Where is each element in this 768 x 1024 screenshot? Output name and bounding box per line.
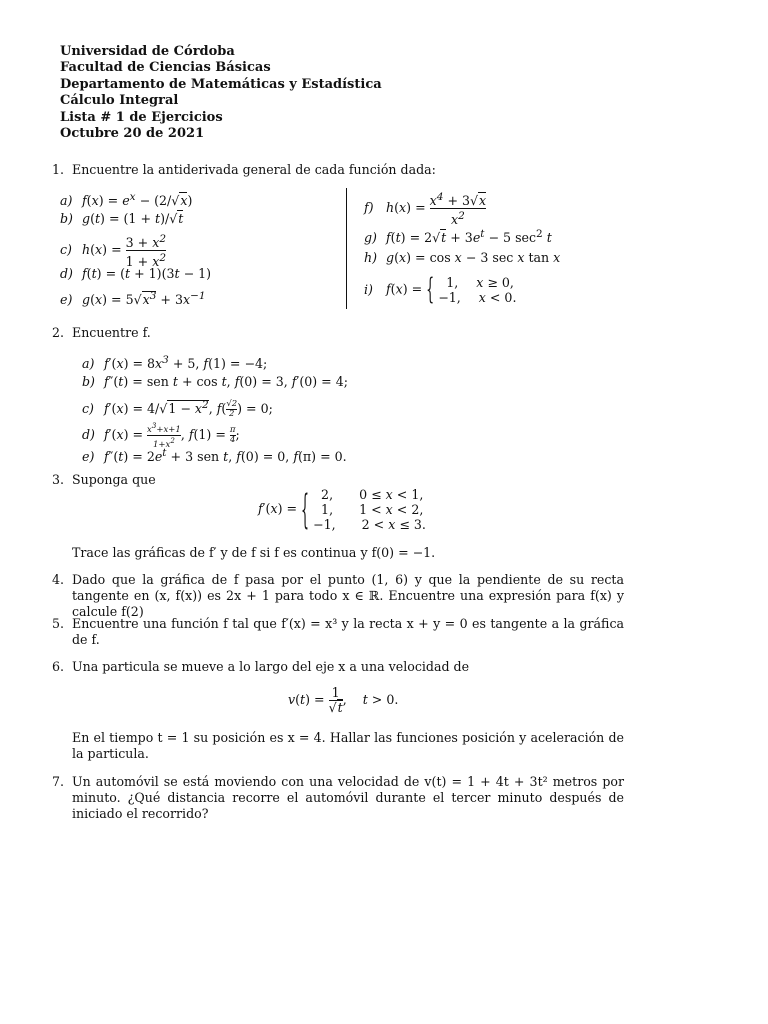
item-label: g)	[364, 230, 377, 246]
item-label: a)	[82, 356, 95, 372]
item-label: c)	[60, 242, 72, 258]
exercise-2b: b) f″(t) = sen t + cos t, f(0) = 3, f′(0) = 4;	[82, 374, 348, 389]
exercise-1i: i) f(x) = { 1, x ≥ 0, −1, x < 0.	[364, 271, 517, 307]
problem-followup: Trace las gráficas de f′ y de f si f es continua y f(0) = −1.	[72, 545, 436, 560]
exercise-1g: g) $f(t) = 2√t + 3e^t - 5$ $\sec^2 t$	[364, 228, 552, 246]
problem-followup: En el tiempo t = 1 su posición es x = 4. Hallar las funciones posición y aceleración de la particula.	[72, 730, 624, 761]
date: Octubre 20 de 2021	[60, 126, 205, 142]
problem-text: Encuentre una función f tal que f′(x) = x³ y la recta x + y = 0 es tangente a la gráfica de f.	[72, 616, 624, 647]
exercise-1f: f) h(x) = $\frac{x^4 + 3√x}{x^2}$	[364, 191, 487, 228]
exercise-1a: a) $f(x) = e^x - (2/√x)$	[60, 191, 193, 209]
exercise-1b: b) g(t) = (1 + t)/√t	[60, 211, 184, 226]
item-label: h)	[364, 250, 378, 265]
problem-number: 5.	[52, 616, 65, 631]
item-label: b)	[82, 374, 95, 389]
problem-text: Dado que la gráfica de f pasa por el punto (1, 6) y que la pendiente de su recta tangente en (x, f(x)) es 2x + 1 para todo x ∈ ℝ. Encuentre una expresión para f(x) y calcule f(2)	[72, 572, 624, 619]
exercise-2a: a) $f'(x) = 8x^3 + 5$, f(1) = −4;	[82, 354, 268, 372]
item-label: a)	[60, 193, 73, 209]
velocity-formula: v(t) = $\frac{1}{√t}$ , t > 0.	[288, 685, 399, 715]
course-name: Cálculo Integral	[60, 93, 179, 109]
item-label: e)	[82, 449, 95, 465]
list-title: Lista # 1 de Ejercicios	[60, 109, 223, 125]
problem-text: Encuentre la antiderivada general de cada función dada:	[72, 162, 436, 177]
university-name: Universidad de Córdoba	[60, 44, 235, 59]
exercise-1e: e) $g(x) = 5√x^3 + 3x^{-1}$	[60, 290, 206, 308]
item-label: i)	[364, 281, 373, 297]
exercise-1h: h) g(x) = cos x − 3 sec x tan x	[364, 250, 561, 265]
item-label: d)	[82, 426, 95, 442]
problem-text: Un automóvil se está moviendo con una velocidad de v(t) = 1 + 4t + 3t² metros por minuto. ¿Qué distancia recorre el automóvil durante el tercer minuto después de iniciado el recorrido?	[72, 774, 624, 821]
exercise-2e: e) $f''(t) = 2e^t + 3$ sen t, f(0) = 0, f(π) = 0.	[82, 447, 347, 465]
item-label: e)	[60, 292, 73, 308]
item-label: b)	[60, 211, 73, 226]
item-label: c)	[82, 401, 94, 417]
item-label: d)	[60, 266, 73, 281]
problem-text: Encuentre f.	[72, 325, 151, 340]
problem-number: 2.	[52, 325, 65, 340]
document-header	[60, 44, 382, 142]
exercise-2d: d) f′(x) = $\frac{x^3+x+1}{1+x^2}$ , f(1) = $\frac{\pi}{4}$ ;	[82, 421, 240, 450]
faculty-name: Facultad de Ciencias Básicas	[60, 60, 271, 76]
department-name: Departamento de Matemáticas y Estadística	[60, 76, 382, 92]
problem-number: 3.	[52, 472, 65, 487]
problem-number: 6.	[52, 659, 65, 674]
exercise-1d: d) f(t) = (t + 1)(3t − 1)	[60, 266, 212, 281]
problem-text: Una particula se mueve a lo largo del eje x a una velocidad de	[72, 659, 470, 674]
problem-number: 4.	[52, 572, 65, 587]
problem-number: 1.	[52, 162, 65, 177]
column-divider	[346, 188, 347, 309]
exercise-1c: c) h(x) = $\frac{3 + x^2}{1 + x^2}$	[60, 233, 167, 270]
piecewise-derivative: f′(x) = { 2, 0 ≤ x < 1, 1, 1 < x < 2, −1, 2 < x ≤ 3.	[258, 483, 426, 532]
exercise-2c: c) $f'(x) = 4/√1 - x^2$, f( $\frac{√2}{2}$ ) = 0;	[82, 399, 273, 420]
item-label: f)	[364, 200, 374, 216]
problem-text: Suponga que	[72, 472, 156, 487]
problem-number: 7.	[52, 774, 65, 789]
